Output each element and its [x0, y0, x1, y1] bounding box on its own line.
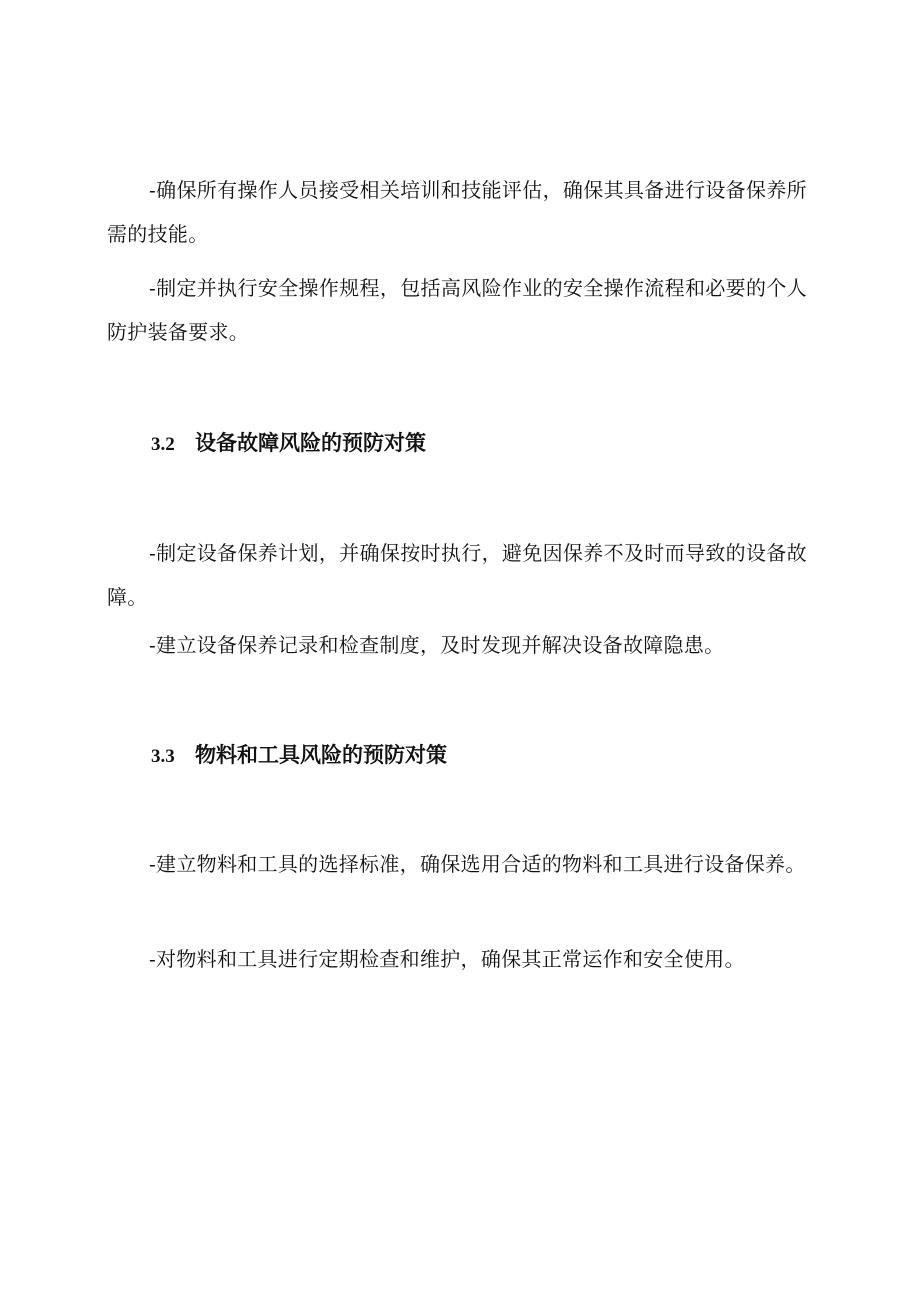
paragraph-safety-rules: -制定并执行安全操作规程，包括高风险作业的安全操作流程和必要的个人防护装备要求。 [107, 276, 807, 344]
section-heading-3-2 [151, 428, 426, 460]
section-title: 设备故障风险的预防对策 [195, 431, 426, 455]
paragraph-periodic-inspection: -对物料和工具进行定期检查和维护，确保其正常运作和安全使用。 [149, 947, 745, 971]
paragraph-maintenance-plan: -制定设备保养计划，并确保按时执行，避免因保养不及时而导致的设备故障。 [107, 541, 807, 609]
paragraph-maintenance-records: -建立设备保养记录和检查制度，及时发现并解决设备故障隐患。 [149, 633, 725, 657]
paragraph-training: -确保所有操作人员接受相关培训和技能评估，确保其具备进行设备保养所需的技能。 [107, 178, 807, 246]
section-title: 物料和工具风险的预防对策 [195, 743, 447, 767]
section-number: 3.3 [151, 746, 175, 767]
section-heading-3-3 [151, 740, 447, 772]
section-number: 3.2 [151, 434, 175, 455]
paragraph-selection-standard: -建立物料和工具的选择标准，确保选用合适的物料和工具进行设备保养。 [149, 852, 806, 876]
